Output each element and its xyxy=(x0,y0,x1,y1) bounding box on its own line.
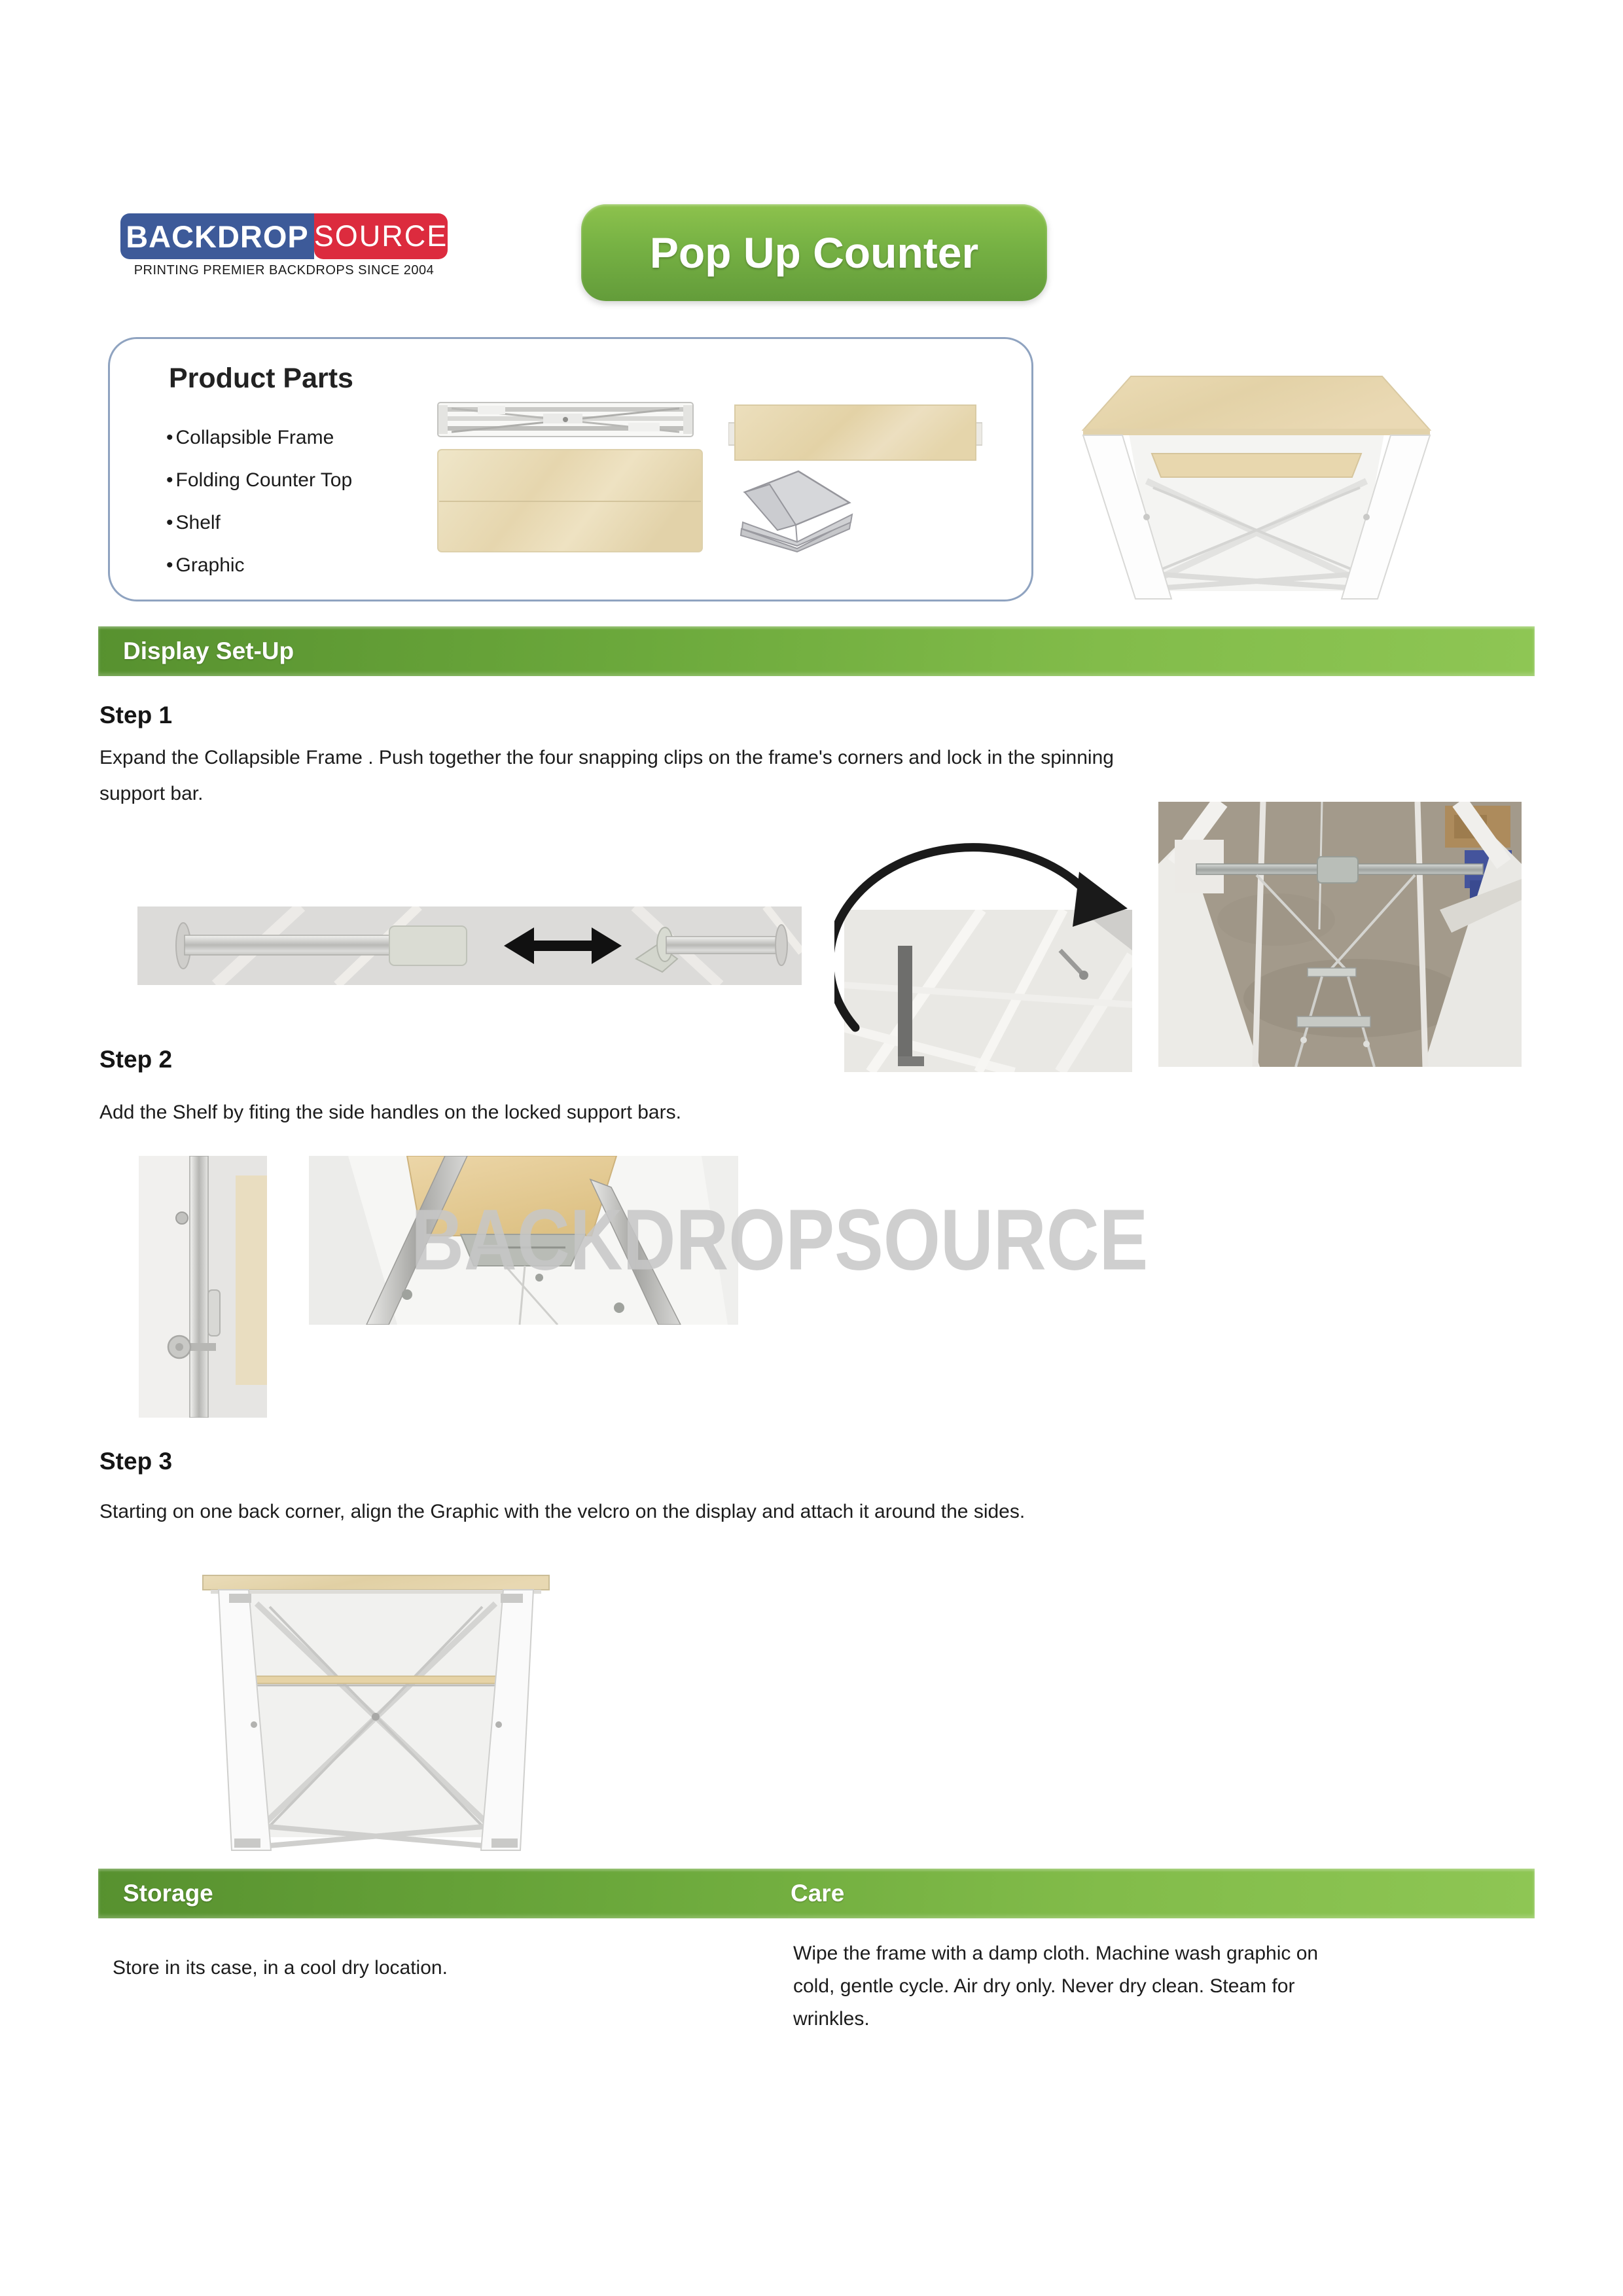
logo-backdrop-label: BACKDROP xyxy=(120,213,314,259)
brand-logo xyxy=(120,213,448,278)
step3-text: Starting on one back corner, align the Graphic with the velcro on the display and attach it around the sides. xyxy=(99,1501,1026,1522)
bullet-icon: • xyxy=(166,554,173,576)
list-item xyxy=(166,544,352,586)
logo-tagline: PRINTING PREMIER BACKDROPS SINCE 2004 xyxy=(134,263,435,278)
collapsible-frame-image xyxy=(437,402,694,437)
storage-label: Storage xyxy=(123,1880,213,1907)
display-setup-banner xyxy=(98,626,1535,676)
step1-heading: Step 1 xyxy=(99,702,173,728)
care-text: Wipe the frame with a damp cloth. Machine wash graphic on cold, gentle cycle. Air dry only. Never dry clean. Steam for wrinkles. xyxy=(793,1943,1319,2030)
list-item xyxy=(166,459,352,501)
step3-heading: Step 3 xyxy=(99,1448,173,1475)
part-label: Folding Counter Top xyxy=(175,469,353,491)
step1-support-bar-photo xyxy=(137,906,802,985)
shelf-part-image xyxy=(728,404,982,461)
folding-counter-top-image xyxy=(437,449,703,552)
product-parts-heading: Product Parts xyxy=(169,363,353,394)
page-title-label: Pop Up Counter xyxy=(649,228,979,277)
part-label: Shelf xyxy=(175,511,221,533)
bullet-icon: • xyxy=(166,426,173,448)
list-item xyxy=(166,416,352,459)
logo-source-label: SOURCE xyxy=(314,213,448,259)
step2-text: Add the Shelf by fiting the side handles on the locked support bars. xyxy=(99,1102,681,1123)
product-parts-panel xyxy=(108,337,1033,601)
graphic-part-image xyxy=(732,465,857,552)
care-label: Care xyxy=(791,1880,845,1907)
page-title xyxy=(581,204,1047,301)
step3-frame-front-photo xyxy=(191,1568,561,1862)
storage-text: Store in its case, in a cool dry location. xyxy=(113,1957,448,1979)
rotate-arrow-icon xyxy=(834,818,1129,1044)
bullet-icon: • xyxy=(166,511,173,533)
assembled-counter-photo xyxy=(1073,357,1440,605)
storage-care-banner xyxy=(98,1869,1535,1918)
part-label: Graphic xyxy=(175,554,245,576)
step1-text: Expand the Collapsible Frame . Push together the four snapping clips on the frame's corners and lock in the spinning support bar. xyxy=(99,747,1114,804)
step1-locked-bar-photo xyxy=(1158,802,1522,1067)
product-parts-list xyxy=(166,416,352,586)
part-label: Collapsible Frame xyxy=(175,426,334,448)
step2-heading: Step 2 xyxy=(99,1046,173,1073)
list-item xyxy=(166,501,352,544)
display-setup-label: Display Set-Up xyxy=(123,637,294,664)
bullet-icon: • xyxy=(166,469,173,491)
step2-side-handle-photo xyxy=(139,1156,267,1418)
backdropsource-watermark: BACKDROPSOURCE xyxy=(411,1191,1149,1288)
